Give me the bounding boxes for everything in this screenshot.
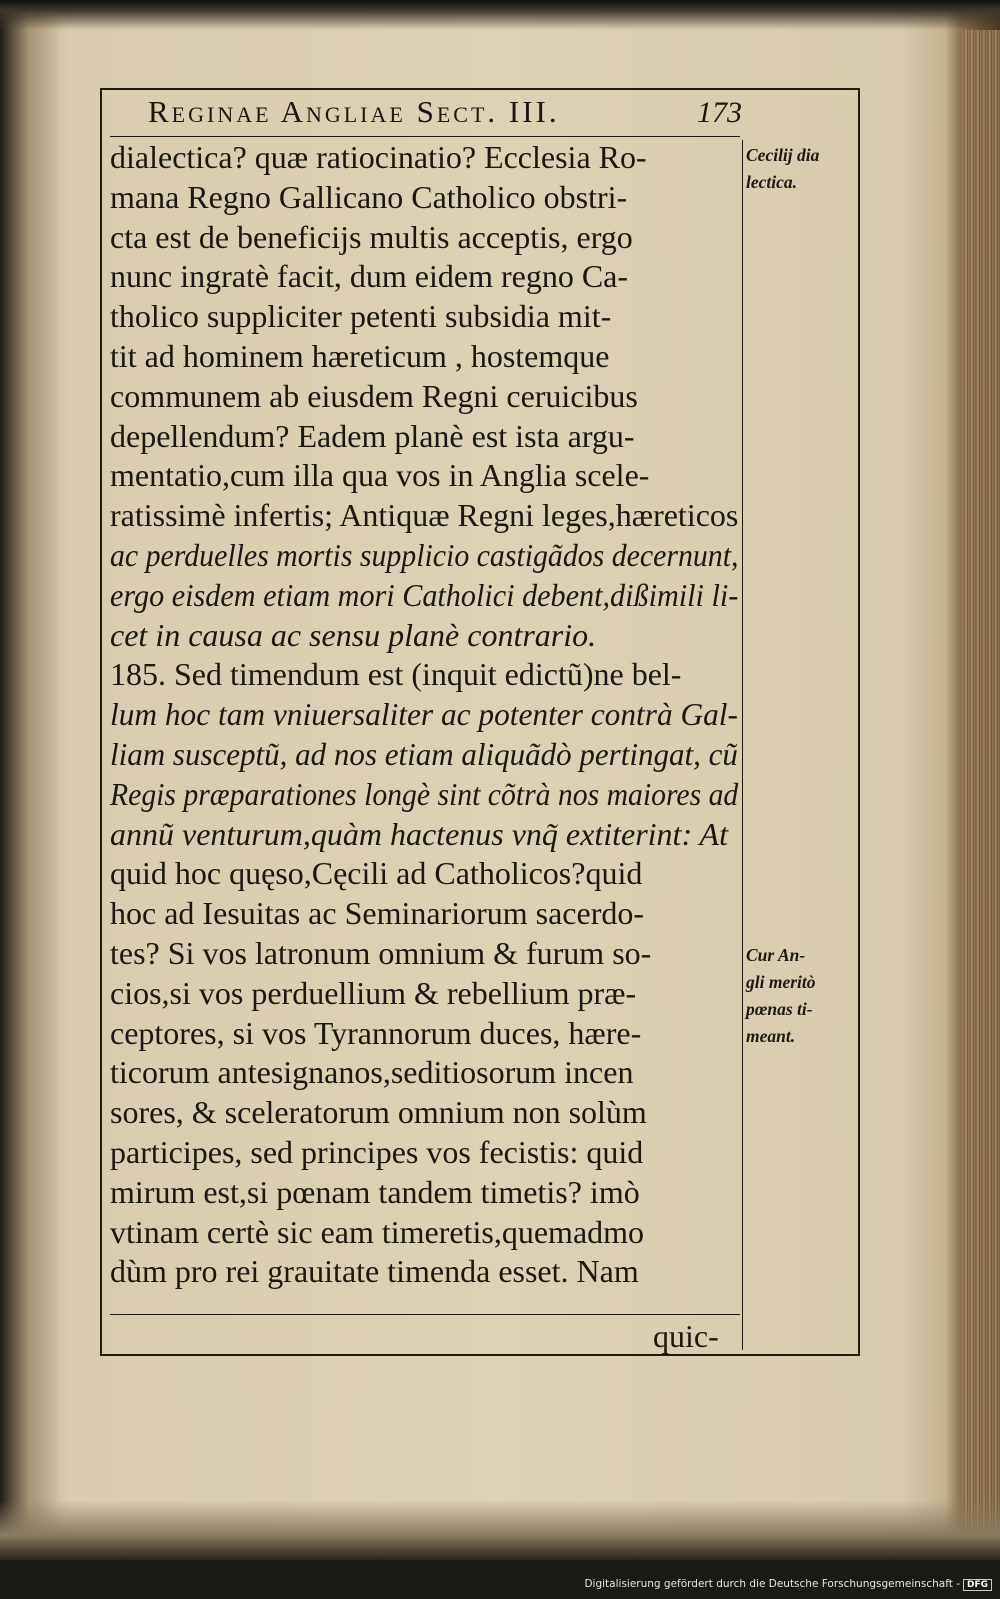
text-line: cios,si vos perduellium & rebellium præ- bbox=[110, 974, 637, 1011]
margin-note-line: Cur An- bbox=[746, 945, 806, 965]
text-line: hoc ad Iesuitas ac Seminariorum sacerdo- bbox=[110, 895, 645, 932]
text-line: dialectica? quæ ratiocinatio? Ecclesia Ro- bbox=[110, 139, 647, 175]
text-line: mentatio,cum illa qua vos in Anglia scele- bbox=[110, 457, 650, 494]
text-line: tes? Si vos latronum omnium & furum so- bbox=[110, 934, 652, 971]
margin-note-line: Cecilij dia bbox=[746, 145, 820, 165]
text-line: 185. Sed timendum est (inquit edictũ)ne bel- bbox=[110, 656, 682, 693]
page-number: 173 bbox=[697, 96, 742, 129]
text-line: Regis præparationes longè sint cõtrà nos maiores ad bbox=[110, 775, 739, 812]
digitization-credit bbox=[584, 1578, 992, 1591]
text-line: ergo eisdem etiam mori Catholici debent,dißimili li- bbox=[110, 576, 739, 613]
credit-text: Digitalisierung gefördert durch die Deutsche Forschungsgemeinschaft - bbox=[584, 1578, 960, 1590]
page-header bbox=[112, 90, 752, 134]
text-line: tholico suppliciter petenti subsidia mit- bbox=[110, 298, 612, 335]
main-text-block bbox=[110, 138, 742, 1292]
margin-note-line: gli meritò bbox=[746, 972, 816, 992]
book-gutter-left bbox=[0, 0, 60, 1560]
text-line: participes, sed principes vos fecistis: quid bbox=[110, 1133, 644, 1170]
dfg-logo: DFG bbox=[963, 1579, 992, 1591]
text-line: mirum est,si pœnam tandem timetis? imò bbox=[110, 1173, 640, 1210]
text-line: communem ab eiusdem Regni ceruicibus bbox=[110, 377, 638, 414]
text-line: nunc ingratè facit, dum eidem regno Ca- bbox=[110, 258, 629, 295]
text-line: cet in causa ac sensu planè contrario. bbox=[110, 616, 597, 653]
margin-note-cur-angli bbox=[746, 942, 861, 1050]
footer-rule bbox=[110, 1314, 740, 1315]
text-line: vtinam certè sic eam timeretis,quemadmo bbox=[110, 1213, 645, 1250]
text-line: quid hoc quęso,Cęcili ad Catholicos?quid bbox=[110, 855, 643, 892]
margin-note-line: pœnas ti- bbox=[746, 999, 813, 1019]
text-line: ratissimè infertis; Antiquæ Regni leges,hæreticos bbox=[110, 497, 739, 534]
book-edge-top bbox=[0, 0, 1000, 30]
text-line: ceptores, si vos Tyrannorum duces, hære- bbox=[110, 1014, 642, 1051]
text-line: ac perduelles mortis supplicio castigãdos decernunt, bbox=[110, 536, 739, 573]
text-line: liam susceptũ, ad nos etiam aliquãdò pertingat, cũ bbox=[110, 735, 738, 772]
header-rule bbox=[110, 136, 740, 137]
book-fore-edge bbox=[962, 30, 1000, 1550]
text-line: depellendum? Eadem planè est ista argu- bbox=[110, 417, 635, 454]
text-line: sores, & sceleratorum omnium non solùm bbox=[110, 1094, 647, 1131]
margin-note-cecilij bbox=[746, 142, 861, 196]
book-edge-bottom bbox=[0, 1500, 1000, 1560]
text-line: mana Regno Gallicano Catholico obstri- bbox=[110, 178, 628, 215]
text-line: dùm pro rei grauitate timenda esset. Nam bbox=[110, 1253, 639, 1290]
running-title: Reginae Angliae Sect. III. bbox=[148, 94, 560, 129]
margin-note-line: lectica. bbox=[746, 172, 798, 192]
text-line: tit ad hominem hæreticum , hostemque bbox=[110, 337, 610, 374]
text-line: ticorum antesignanos,seditiosorum incen bbox=[110, 1054, 634, 1091]
text-line: annũ venturum,quàm hactenus vnq̃ extiterint: At bbox=[110, 815, 728, 852]
text-column-rule bbox=[742, 140, 743, 1350]
catchword: quic- bbox=[653, 1318, 719, 1354]
text-line: lum hoc tam vniuersaliter ac potenter contrà Gal- bbox=[110, 696, 738, 733]
text-line: cta est de beneficijs multis acceptis, ergo bbox=[110, 218, 633, 255]
margin-note-line: meant. bbox=[746, 1026, 796, 1046]
